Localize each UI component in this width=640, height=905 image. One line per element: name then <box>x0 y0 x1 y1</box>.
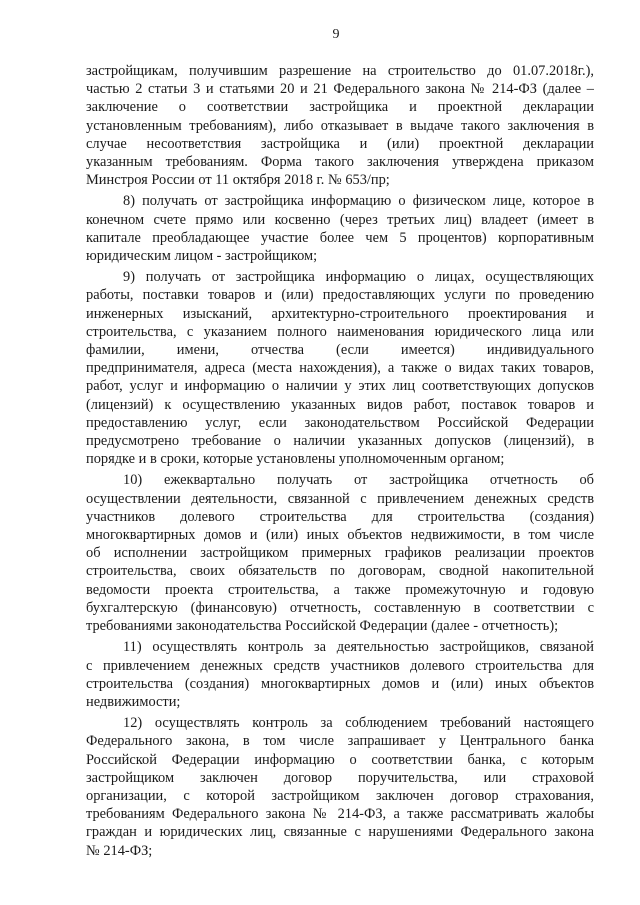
text-line: капитале преобладающее участие более чем 5 процентов) корпоративным <box>86 229 594 246</box>
text-line: 9) получать от застройщика информацию о лицах, осуществляющих <box>123 269 594 286</box>
text-line: застройщикам, получившим разрешение на строительство до 01.07.2018г.), <box>86 63 594 79</box>
text-line: 8) получать от застройщика информацию о физическом лице, которое в <box>123 193 594 210</box>
text-line: организации, с которой застройщиком заключен договор страхования, <box>86 787 594 804</box>
text-line: ведомости проекта строительства, а также промежуточную и годовую <box>86 581 594 598</box>
text-line: с привлечением денежных средств участников долевого строительства для <box>86 657 594 674</box>
paragraph-9 <box>86 268 594 468</box>
text-line: 11) осуществлять контроль за деятельностью застройщиков, связаной <box>123 639 594 656</box>
text-line: порядке и в сроки, которые установлены уполномоченным органом; <box>86 451 505 468</box>
text-line: указанным требованиям. Форма такого заключения утверждена приказом <box>86 154 594 171</box>
text-line: 12) осуществлять контроль за соблюдением требований настоящего <box>123 715 594 732</box>
text-line: (лицензий) к осуществлению указанных видов работ, поставок товаров и <box>86 396 594 413</box>
text-line: случае несоответствия застройщика и (или) проектной декларации <box>86 135 594 152</box>
text-line: заключение о соответствии застройщика и проектной декларации <box>86 99 594 116</box>
text-line: № 214-ФЗ; <box>86 842 153 859</box>
text-line: об исполнении застройщиком примерных графиков реализации проектов <box>86 545 594 562</box>
text-line: инженерных изысканий, архитектурно-строительного проектирования и <box>86 305 594 322</box>
paragraph-10 <box>86 471 594 635</box>
text-line: конечном счете прямо или косвенно (через третьих лиц) владеет (имеет в <box>86 211 594 228</box>
text-line: работ, услуг и информацию о наличии у этих лиц соответствующих допусков <box>86 378 594 395</box>
text-line: предусмотрено требование о наличии указанных допусков (лицензий), в <box>86 433 594 450</box>
text-line: недвижимости; <box>86 693 181 710</box>
text-line: Российской Федерации информацию о соответствии банка, с которым <box>86 751 594 768</box>
document-body <box>86 62 594 860</box>
text-line: строительства, с указанием полного наименования юридического лица или <box>86 323 594 340</box>
text-line: строительства, своих обязательств по договорам, сводной накопительной <box>86 563 594 580</box>
text-line: предпринимателя, адреса (места нахождения), а также о видах таких товаров, <box>86 360 594 377</box>
paragraph-11 <box>86 638 594 711</box>
text-line: граждан и юридических лиц, связанные с нарушениями Федерального закона <box>86 824 594 841</box>
text-line: 10) ежеквартально получать от застройщика отчетность об <box>123 472 594 489</box>
text-line: осуществлении деятельности, связанной с привлечением денежных средств <box>86 490 594 507</box>
paragraph-12 <box>86 714 594 860</box>
text-line: бухгалтерскую (финансовую) отчетность, составленную в соответствии с <box>86 599 594 616</box>
text-line: предоставлению услуг, если законодательством Российской Федерации <box>86 414 594 431</box>
text-line: юридическим лицом - застройщиком; <box>86 248 318 265</box>
text-line: строительства (создания) многоквартирных домов и (или) иных объектов <box>86 675 594 692</box>
text-line: многоквартирных домов и (или) иных объектов недвижимости, в том числе <box>86 527 594 544</box>
paragraph-7-continuation <box>86 62 594 189</box>
text-line: Минстроя России от 11 октября 2018 г. № 653/пр; <box>86 172 390 189</box>
text-line: работы, поставки товаров и (или) предоставляющих услуги по проведению <box>86 287 594 304</box>
text-line: установленным требованиям), либо отказывает в выдаче такого заключения в <box>86 117 594 134</box>
text-line: требованиями законодательства Российской Федерации (далее - отчетность); <box>86 618 559 635</box>
page-number: 9 <box>332 27 340 42</box>
text-line: требованиям Федерального закона № 214-ФЗ, а также рассматривать жалобы <box>86 806 594 823</box>
text-line: участников долевого строительства для строительства (создания) <box>86 508 594 525</box>
text-line: частью 2 статьи 3 и статьями 20 и 21 Федерального закона № 214-ФЗ (далее – <box>86 81 594 98</box>
paragraph-8 <box>86 192 594 265</box>
text-line: фамилии, имени, отчества (если имеется) индивидуального <box>86 342 594 359</box>
text-line: застройщиком заключен договор поручительства, или страховой <box>86 769 594 786</box>
text-line: Федерального закона, в том числе запрашивает у Центрального банка <box>86 733 594 750</box>
